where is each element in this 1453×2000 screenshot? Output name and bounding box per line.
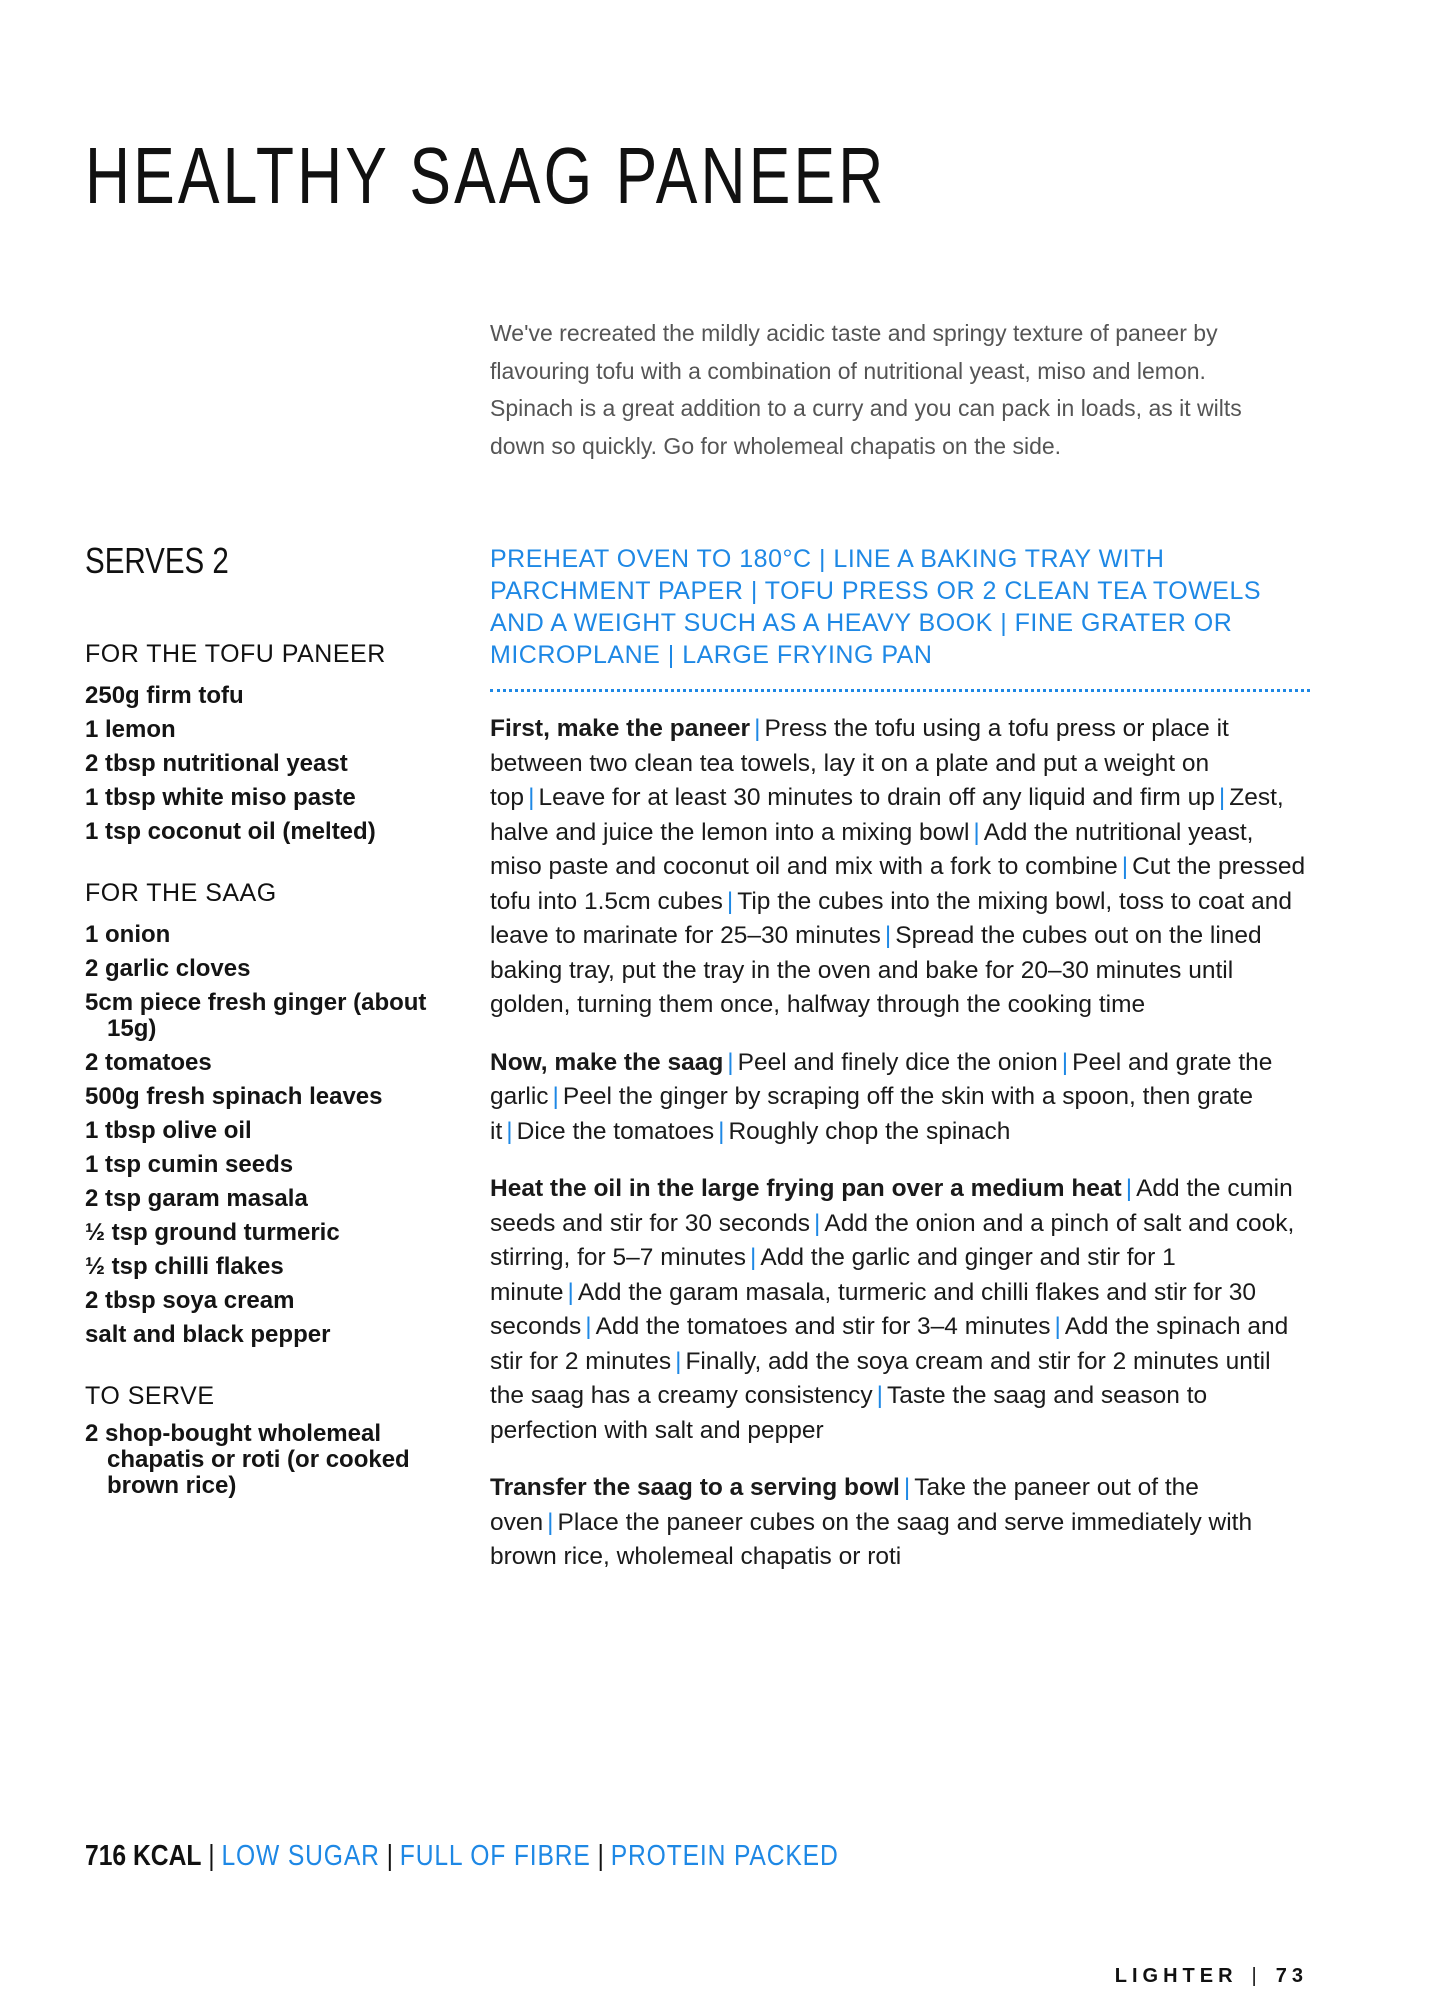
tofu-paneer-heading: FOR THE TOFU PANEER bbox=[85, 640, 386, 668]
dotted-divider bbox=[490, 689, 1310, 692]
step-instruction: Add the tomatoes and stir for 3–4 minutes bbox=[595, 1313, 1051, 1340]
ingredient-item: 250g firm tofu bbox=[85, 682, 244, 709]
step-instruction: Place the paneer cubes on the saag and serve immediately with brown rice, wholemeal chapatis or roti bbox=[490, 1508, 1253, 1570]
step-separator: | bbox=[814, 1209, 821, 1237]
step-instruction: Zest, halve and juice the lemon into a mixing bowl bbox=[490, 784, 1284, 846]
step-lead: Now, make the saag bbox=[490, 1048, 724, 1076]
step-instruction: Peel the ginger by scraping off the skin with a spoon, then grate it bbox=[490, 1083, 1253, 1145]
step-lead: Heat the oil in the large frying pan over a medium heat bbox=[490, 1175, 1122, 1202]
step-separator: | bbox=[552, 1083, 559, 1110]
ingredients-column bbox=[85, 540, 445, 1529]
step-separator: | bbox=[973, 818, 980, 846]
ingredient-item: ½ tsp chilli flakes bbox=[85, 1253, 284, 1280]
page-number: 73 bbox=[1275, 1965, 1308, 1987]
ingredient-item: 5cm piece fresh ginger (about 15g) bbox=[85, 989, 427, 1042]
step-separator: | bbox=[1125, 1175, 1133, 1202]
method-column bbox=[490, 543, 1310, 1598]
method-step bbox=[490, 1471, 1310, 1575]
nutrition-bar bbox=[85, 1840, 839, 1873]
folio-separator: | bbox=[1251, 1965, 1262, 1987]
step-separator: | bbox=[585, 1313, 592, 1340]
step-separator: | bbox=[718, 1117, 725, 1145]
step-instruction: Add the garam masala, turmeric and chilli flakes and stir for 30 seconds bbox=[490, 1278, 1257, 1340]
step-separator: | bbox=[1061, 1048, 1069, 1076]
page-folio bbox=[1115, 1965, 1308, 1988]
ingredient-item: 1 tsp cumin seeds bbox=[85, 1151, 294, 1178]
step-separator: | bbox=[884, 922, 892, 949]
ingredient-item: 1 tbsp olive oil bbox=[85, 1117, 252, 1144]
nutrition-tag: LOW SUGAR bbox=[221, 1840, 380, 1872]
ingredient-item: 2 tbsp nutritional yeast bbox=[85, 750, 348, 777]
step-instruction: Add the spinach and stir for 2 minutes bbox=[490, 1313, 1289, 1375]
step-separator: | bbox=[547, 1508, 554, 1536]
step-separator: | bbox=[567, 1278, 574, 1306]
step-instruction: Cut the pressed tofu into 1.5cm cubes bbox=[490, 853, 1306, 915]
step-instruction: Tip the cubes into the mixing bowl, toss to coat and leave to marinate for 25–30 minutes bbox=[490, 887, 1292, 949]
ingredient-item: 1 tsp coconut oil (melted) bbox=[85, 818, 376, 845]
step-instruction: Spread the cubes out on the lined baking tray, put the tray in the oven and bake for 20–30 minutes until golden, turning them once, halfway through the cooking time bbox=[490, 922, 1262, 1018]
step-separator: | bbox=[1054, 1313, 1061, 1340]
nutrition-tag: FULL OF FIBRE bbox=[399, 1840, 591, 1872]
step-instruction: Press the tofu using a tofu press or place it between two clean tea towels, lay it on a plate and put a weight on top bbox=[490, 715, 1229, 811]
step-instruction: Add the cumin seeds and stir for 30 seconds bbox=[490, 1175, 1293, 1237]
kcal-value: 716 KCAL bbox=[85, 1840, 202, 1872]
nutrition-tag: PROTEIN PACKED bbox=[610, 1840, 839, 1872]
step-instruction: Peel and grate the garlic bbox=[490, 1048, 1273, 1110]
step-instruction: Taste the saag and season to perfection with salt and pepper bbox=[490, 1382, 1208, 1444]
ingredient-item: 1 onion bbox=[85, 921, 171, 948]
step-separator: | bbox=[903, 1474, 911, 1501]
step-separator: | bbox=[754, 715, 761, 742]
serves-label: SERVES 2 bbox=[85, 540, 229, 581]
step-instruction: Peel and finely dice the onion bbox=[737, 1048, 1058, 1076]
step-separator: | bbox=[726, 887, 734, 915]
nutrition-separator: | bbox=[386, 1840, 393, 1872]
method-step bbox=[490, 712, 1310, 1023]
ingredient-item: 1 tbsp white miso paste bbox=[85, 784, 356, 811]
step-instruction: Roughly chop the spinach bbox=[728, 1117, 1011, 1145]
step-separator: | bbox=[876, 1382, 884, 1409]
step-separator: | bbox=[1218, 784, 1226, 811]
equipment-list: PREHEAT OVEN TO 180°C | LINE A BAKING TRAY WITH PARCHMENT PAPER | TOFU PRESS OR 2 CLEAN TEA TOWELS AND A WEIGHT SUCH AS A HEAVY BOOK | FINE GRATER OR MICROPLANE | LARGE FRYING PAN bbox=[490, 545, 1262, 669]
method-steps bbox=[490, 712, 1310, 1575]
method-step bbox=[490, 1172, 1310, 1448]
ingredient-item: 2 garlic cloves bbox=[85, 955, 251, 982]
step-separator: | bbox=[727, 1048, 734, 1076]
to-serve-heading: TO SERVE bbox=[85, 1382, 215, 1410]
step-lead: First, make the paneer bbox=[490, 715, 751, 742]
ingredient-item: 2 tsp garam masala bbox=[85, 1185, 308, 1212]
recipe-title: HEALTHY SAAG PANEER bbox=[85, 131, 887, 220]
recipe-intro: We've recreated the mildly acidic taste and springy texture of paneer by flavouring tofu with a combination of nutritional yeast, miso and lemon. Spinach is a great addition to a curry and you can pack in loads, as it wilts down so quickly. Go for wholemeal chapatis on the side. bbox=[490, 320, 1242, 459]
step-instruction: Finally, add the soya cream and stir for 2 minutes until the saag has a creamy consistency bbox=[490, 1347, 1271, 1409]
ingredient-item: 1 lemon bbox=[85, 716, 176, 743]
saag-heading: FOR THE SAAG bbox=[85, 879, 277, 907]
step-lead: Transfer the saag to a serving bowl bbox=[490, 1474, 900, 1501]
ingredient-item: 2 shop-bought wholemeal chapatis or roti (or cooked brown rice) bbox=[85, 1420, 410, 1499]
tofu-paneer-list bbox=[85, 679, 445, 849]
method-step bbox=[490, 1046, 1310, 1150]
step-separator: | bbox=[675, 1347, 682, 1375]
step-instruction: Add the garlic and ginger and stir for 1 minute bbox=[490, 1244, 1176, 1306]
step-instruction: Add the onion and a pinch of salt and cook, stirring, for 5–7 minutes bbox=[490, 1209, 1295, 1271]
nutrition-separator: | bbox=[597, 1840, 604, 1872]
ingredient-item: salt and black pepper bbox=[85, 1321, 331, 1348]
step-separator: | bbox=[1121, 853, 1129, 880]
nutrition-separator: | bbox=[208, 1840, 215, 1872]
step-separator: | bbox=[750, 1244, 757, 1271]
saag-list bbox=[85, 918, 445, 1352]
section-name: LIGHTER bbox=[1114, 1965, 1238, 1987]
step-instruction: Dice the tomatoes bbox=[516, 1117, 715, 1145]
step-separator: | bbox=[528, 784, 535, 811]
ingredient-item: 500g fresh spinach leaves bbox=[85, 1083, 383, 1110]
step-instruction: Take the paneer out of the oven bbox=[490, 1474, 1199, 1536]
ingredient-item: ½ tsp ground turmeric bbox=[85, 1219, 340, 1246]
ingredient-item: 2 tomatoes bbox=[85, 1049, 212, 1076]
step-separator: | bbox=[506, 1117, 513, 1145]
to-serve-list bbox=[85, 1421, 445, 1499]
step-instruction: Leave for at least 30 minutes to drain off any liquid and firm up bbox=[538, 784, 1215, 811]
ingredient-item: 2 tbsp soya cream bbox=[85, 1287, 295, 1314]
step-instruction: Add the nutritional yeast, miso paste and coconut oil and mix with a fork to combine bbox=[490, 818, 1254, 880]
